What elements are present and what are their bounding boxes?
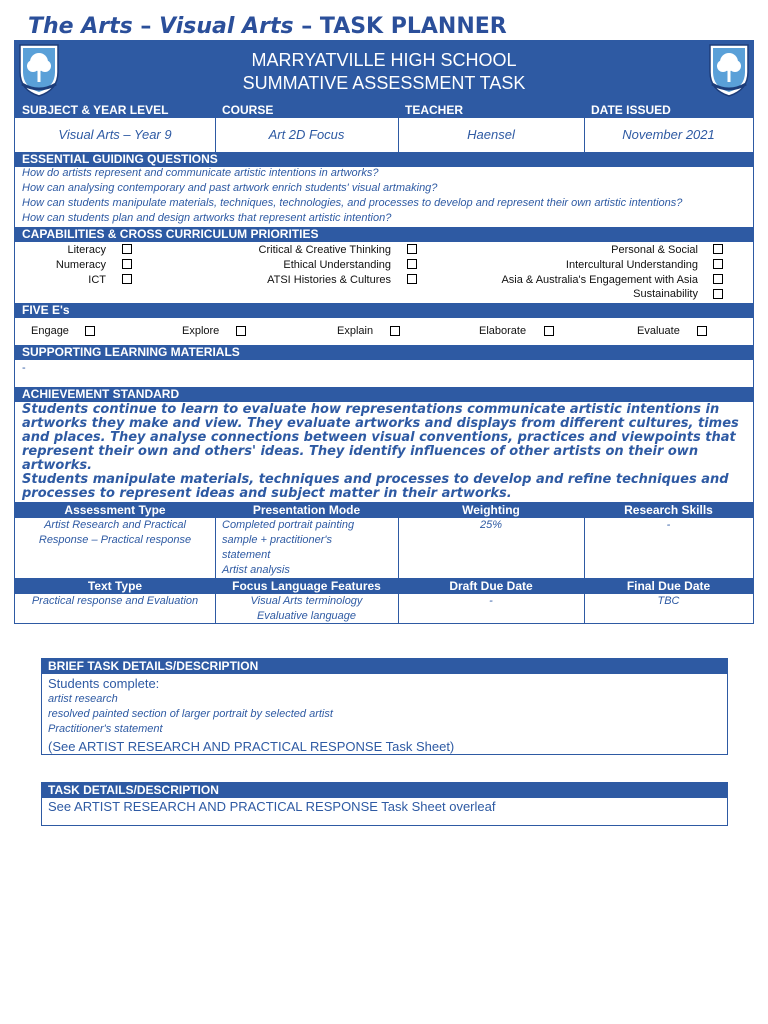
brief-item: artist research — [48, 693, 118, 705]
capability-literacy-checkbox[interactable] — [122, 244, 132, 254]
capability-atsi-label: ATSI Histories & Cultures — [267, 274, 391, 286]
capability-asia-label: Asia & Australia's Engagement with Asia — [501, 274, 698, 286]
course-header: COURSE — [222, 103, 274, 117]
title-part-task-planner: TASK PLANNER — [319, 14, 507, 39]
draft-due-value: - — [489, 595, 493, 607]
guiding-question: How can students plan and design artworks that represent artistic intention? — [22, 212, 392, 224]
assessment-type-header: Assessment Type — [64, 503, 166, 517]
capabilities-heading-bar — [15, 227, 753, 242]
brief-note: (See ARTIST RESEARCH AND PRACTICAL RESPONSE Task Sheet) — [48, 739, 455, 754]
guiding-question: How can analysing contemporary and past artwork enrich students' visual artmaking? — [22, 182, 438, 194]
capability-ethical-label: Ethical Understanding — [283, 259, 391, 271]
school-name: MARRYATVILLE HIGH SCHOOL — [251, 50, 517, 70]
task-heading: TASK DETAILS/DESCRIPTION — [48, 783, 219, 797]
teacher-value: Haensel — [467, 127, 515, 142]
capability-critical-thinking-label: Critical & Creative Thinking — [258, 244, 391, 256]
presentation-mode-line: statement — [222, 549, 271, 561]
capability-numeracy-label: Numeracy — [55, 259, 106, 271]
task-heading: SUMMATIVE ASSESSMENT TASK — [242, 73, 526, 93]
info-header-bar — [15, 102, 753, 118]
focus-language-line: Visual Arts terminology — [250, 595, 363, 607]
task-details-text: See ARTIST RESEARCH AND PRACTICAL RESPONSE Task Sheet overleaf — [48, 799, 496, 814]
capability-critical-thinking-checkbox[interactable] — [407, 244, 417, 254]
assessment-header-bar — [15, 502, 753, 518]
five-es-explore-label: Explore — [182, 325, 220, 337]
achievement-line: and places. They analyse connections between visual conventions, practices and viewpoints that — [22, 430, 736, 445]
capability-personal-social-label: Personal & Social — [611, 244, 698, 256]
presentation-mode-line: Artist analysis — [222, 564, 290, 576]
text-type-header-bar — [15, 578, 753, 594]
materials-value: - — [22, 362, 26, 374]
capability-personal-social-checkbox[interactable] — [713, 244, 723, 254]
capability-ict-checkbox[interactable] — [122, 274, 132, 284]
achievement-line: represent their own and others' ideas. They identify influences of other artists on their own — [22, 444, 699, 459]
achievement-line: processes to represent ideas and subject matter in their artworks. — [22, 486, 512, 501]
date-issued-header: DATE ISSUED — [591, 103, 671, 117]
capability-numeracy-checkbox[interactable] — [122, 259, 132, 269]
task-heading-bar — [42, 783, 727, 798]
focus-language-header: Focus Language Features — [232, 579, 381, 593]
capability-asia-checkbox[interactable] — [713, 274, 723, 284]
guiding-question: How can students manipulate materials, techniques, technologies, and processes to develop and represent their own artistic intentions? — [22, 197, 683, 209]
research-skills-header: Research Skills — [624, 503, 713, 517]
five-es-engage-label: Engage — [31, 325, 69, 337]
brief-item: Practitioner's statement — [48, 723, 163, 735]
presentation-mode-value — [222, 518, 396, 578]
materials-heading-bar — [15, 345, 753, 360]
subject-header: SUBJECT & YEAR LEVEL — [22, 103, 169, 117]
five-es-explore-checkbox[interactable] — [236, 326, 246, 336]
five-es-elaborate-label: Elaborate — [479, 325, 527, 337]
final-due-header: Final Due Date — [626, 579, 711, 593]
school-crest-icon — [16, 42, 62, 98]
presentation-mode-line: Completed portrait painting — [222, 519, 355, 531]
draft-due-header: Draft Due Date — [449, 579, 533, 593]
five-es-heading-bar — [15, 303, 753, 318]
date-issued-value: November 2021 — [622, 127, 715, 142]
weighting-value: 25% — [479, 519, 503, 531]
divider — [215, 518, 216, 578]
page-title — [28, 14, 507, 39]
course-value: Art 2D Focus — [268, 127, 345, 142]
title-dash: – — [293, 14, 320, 39]
achievement-line: artworks they make and view. They evaluate artworks and displays from different cultures, times — [22, 416, 739, 431]
five-es-evaluate-label: Evaluate — [637, 325, 680, 337]
text-type-header: Text Type — [87, 579, 143, 593]
capability-intercultural-checkbox[interactable] — [713, 259, 723, 269]
guiding-question: How do artists represent and communicate artistic intentions in artworks? — [22, 167, 379, 179]
focus-language-line: Evaluative language — [256, 610, 357, 622]
assessment-type-value — [15, 518, 215, 548]
achievement-heading: ACHIEVEMENT STANDARD — [22, 387, 180, 401]
presentation-mode-header: Presentation Mode — [252, 503, 361, 517]
five-es-explain-label: Explain — [337, 325, 374, 337]
capability-ethical-checkbox[interactable] — [407, 259, 417, 269]
achievement-standard-text — [22, 403, 746, 501]
achievement-line: Students manipulate materials, techniques and processes to develop and refine techniques and — [22, 472, 729, 487]
brief-heading-bar — [42, 659, 727, 674]
materials-heading: SUPPORTING LEARNING MATERIALS — [22, 345, 240, 359]
teacher-header: TEACHER — [405, 103, 464, 117]
egq-heading-bar — [15, 152, 753, 167]
brief-item: resolved painted section of larger portrait by selected artist — [48, 708, 333, 720]
capability-sustainability-label: Sustainability — [633, 288, 698, 300]
five-es-evaluate-checkbox[interactable] — [697, 326, 707, 336]
text-type-value: Practical response and Evaluation — [31, 595, 199, 607]
five-es-engage-checkbox[interactable] — [85, 326, 95, 336]
brief-intro: Students complete: — [48, 676, 160, 691]
achievement-heading-bar — [15, 387, 753, 402]
achievement-line: artworks. — [22, 458, 93, 473]
title-dash: – — [132, 14, 160, 39]
capability-sustainability-checkbox[interactable] — [713, 289, 723, 299]
achievement-line: Students continue to learn to evaluate how representations communicate artistic intentions in — [22, 402, 720, 417]
final-due-value: TBC — [657, 595, 680, 607]
brief-heading: BRIEF TASK DETAILS/DESCRIPTION — [48, 659, 259, 673]
five-es-explain-checkbox[interactable] — [390, 326, 400, 336]
title-part-arts: The Arts — [28, 14, 133, 39]
capability-intercultural-label: Intercultural Understanding — [565, 259, 698, 271]
five-es-elaborate-checkbox[interactable] — [544, 326, 554, 336]
capability-ict-label: ICT — [88, 274, 106, 286]
research-skills-value: - — [666, 519, 671, 531]
school-crest-icon — [706, 42, 752, 98]
five-es-heading: FIVE E's — [22, 303, 70, 317]
capability-atsi-checkbox[interactable] — [407, 274, 417, 284]
capability-literacy-label: Literacy — [67, 244, 106, 256]
egq-heading: ESSENTIAL GUIDING QUESTIONS — [22, 152, 218, 166]
title-part-visual-arts: Visual Arts — [159, 14, 294, 39]
weighting-header: Weighting — [462, 503, 520, 517]
capabilities-heading: CAPABILITIES & CROSS CURRICULUM PRIORITIES — [22, 227, 319, 241]
subject-value: Visual Arts – Year 9 — [58, 127, 172, 142]
assessment-type-line: Response – Practical response — [38, 534, 192, 546]
assessment-type-line: Artist Research and Practical — [44, 519, 186, 531]
presentation-mode-line: sample + practitioner's — [222, 534, 333, 546]
focus-language-value — [215, 594, 398, 624]
school-banner — [15, 41, 753, 102]
